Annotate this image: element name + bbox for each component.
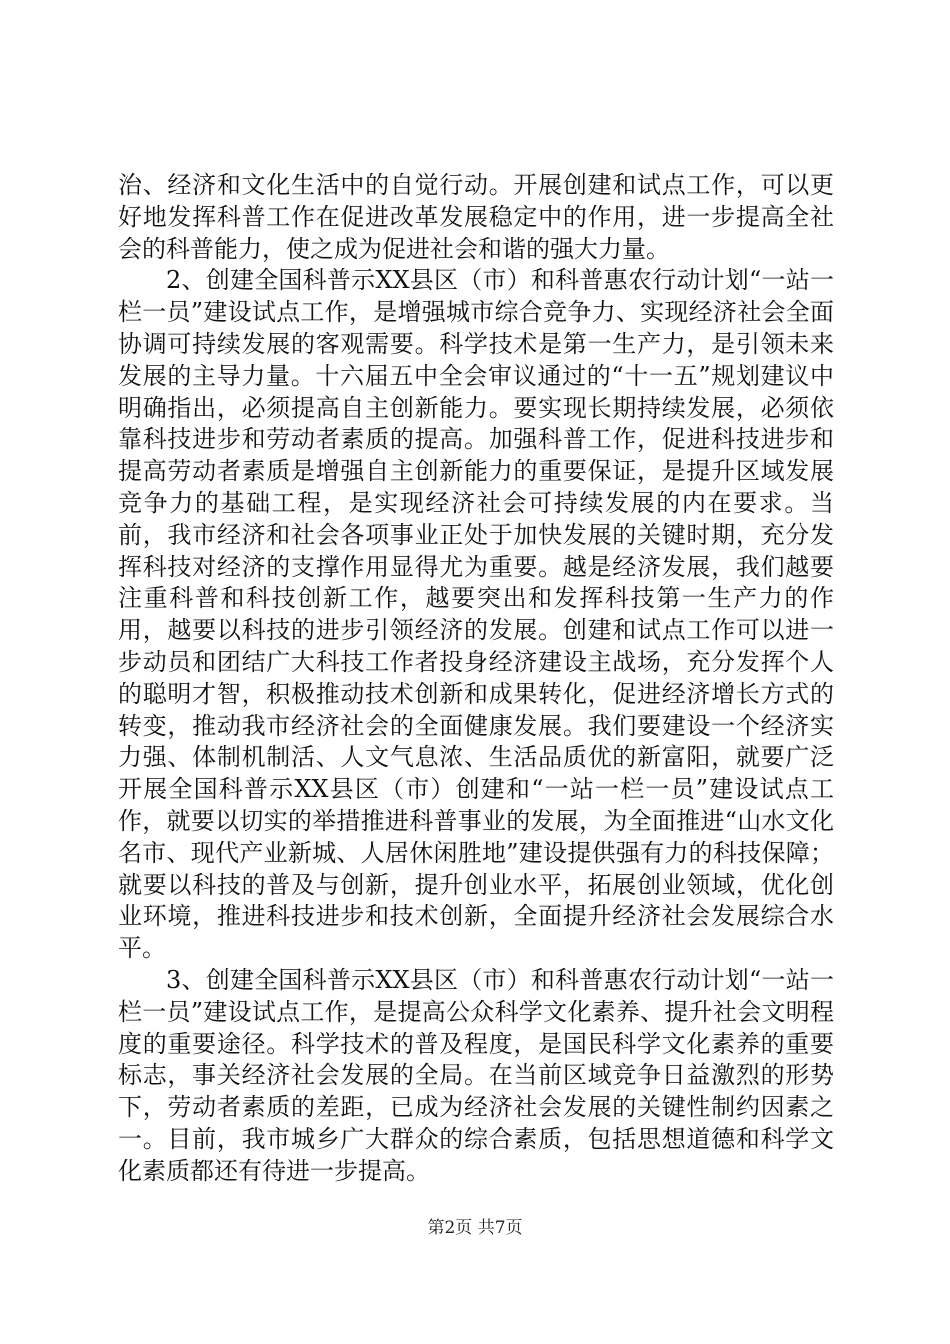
paragraph-continuation: 治、经济和文化生活中的自觉行动。开展创建和试点工作，可以更好地发挥科普工作在促进改革发展稳定中的作用，进一步提高全社会的科普能力，使之成为促进社会和谐的强大力量。	[118, 171, 834, 263]
paragraph-item-2: 2、创建全国科普示XX县区（市）和科普惠农行动计划“一站一栏一员”建设试点工作，是增强城市综合竞争力、实现经济社会全面协调可持续发展的客观需要。科学技术是第一生产力，是引领未来发展的主导力量。十六届五中全会审议通过的“十一五”规划建议中明确指出，必须提高自主创新能力。要实现长期持续发展，必须依靠科技进步和劳动者素质的提高。加强科普工作，促进科技进步和提高劳动者素质是增强自主创新能力的重要保证，是提升区域发展竞争力的基础工程，是实现经济社会可持续发展的内在要求。当前，我市经济和社会各项事业正处于加快发展的关键时期，充分发挥科技对经济的支撑作用显得尤为重要。越是经济发展，我们越要注重科普和科技创新工作，越要突出和发挥科技第一生产力的作用，越要以科技的进步引领经济的发展。创建和试点工作可以进一步动员和团结广大科技工作者投身经济建设主战场，充分发挥个人的聪明才智，积极推动技术创新和成果转化，促进经济增长方式的转变，推动我市经济社会的全面健康发展。我们要建设一个经济实力强、体制机制活、人文气息浓、生活品质优的新富阳，就要广泛开展全国科普示XX县区（市）创建和“一站一栏一员”建设试点工作，就要以切实的举措推进科普事业的发展，为全面推进“山水文化名市、现代产业新城、人居休闲胜地”建设提供强有力的科技保障；就要以科技的普及与创新，提升创业水平，拓展创业领域，优化创业环境，推进科技进步和技术创新，全面提升经济社会发展综合水平。	[118, 266, 834, 963]
document-body	[118, 170, 834, 1188]
page-number-footer: 第2页 共7页	[427, 1218, 523, 1238]
paragraph-item-3: 3、创建全国科普示XX县区（市）和科普惠农行动计划“一站一栏一员”建设试点工作，是提高公众科学文化素养、提升社会文明程度的重要途径。科学技术的普及程度，是国民科学文化素养的重要标志，事关经济社会发展的全局。在当前区域竞争日益激烈的形势下，劳动者素质的差距，已成为经济社会发展的关键性制约因素之一。目前，我市城乡广大群众的综合素质，包括思想道德和科学文化素质都还有待进一步提高。	[118, 965, 834, 1185]
